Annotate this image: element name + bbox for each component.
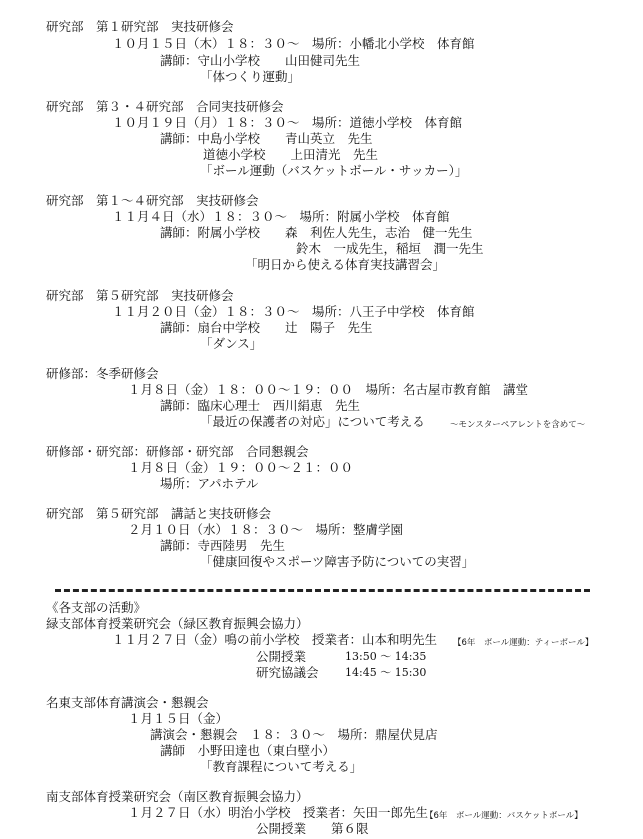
midori-lesson-note: 【6年 ボール運動：ティーボール】 — [453, 638, 594, 648]
midori-public-time: 13:50 ～ 14:35 — [345, 650, 427, 663]
text-line: ２月１０日（水）１８：３０～ 場所：整膚学園 — [128, 522, 404, 537]
minami-lesson-note: 【6年 ボール運動：バスケットボール】 — [425, 811, 583, 821]
monster-parent-note: ～モンスターペアレントを含めて～ — [450, 420, 586, 430]
text-line: 研究部 第１～４研究部 実技研修会 — [46, 193, 259, 208]
text-line: １月２７日（水）明治小学校 授業者：矢田一郎先生 — [128, 805, 429, 820]
text-line: 研究部 第５研究部 実技研修会 — [46, 288, 234, 303]
text-line: １１月２７日（金）鳴の前小学校 授業者：山本和明先生 — [112, 632, 438, 647]
text-line: 「健康回復やスポーツ障害予防についての実習」 — [200, 554, 475, 569]
text-line: 名東支部体育講演会・懇親会 — [46, 695, 209, 710]
text-line: １１月４日（水）１８：３０～ 場所：附属小学校 体育館 — [112, 209, 450, 224]
text-line: 南支部体育授業研究会（南区教育振興会協力） — [46, 789, 309, 804]
text-line: 研究部 第５研究部 講話と実技研修会 — [46, 506, 272, 521]
text-line: 研究部 第３・４研究部 合同実技研修会 — [46, 99, 284, 114]
text-line: 講師：中島小学校 青山英立 先生 — [160, 131, 373, 146]
text-line: 研究部 第１研究部 実技研修会 — [46, 19, 234, 34]
text-line: 場所：アパホテル — [160, 476, 259, 491]
text-line: 講師：附属小学校 森 利佐人先生，志治 健一先生 — [160, 225, 473, 240]
text-line: 公開授業 第６限 — [256, 821, 369, 836]
dashed-separator — [55, 589, 590, 592]
midori-meeting-time: 14:45 ～ 15:30 — [345, 666, 427, 679]
text-line: 講師 小野田達也（東白壁小） — [160, 743, 336, 758]
text-line: 「ダンス」 — [200, 336, 263, 351]
text-line: 講師：扇台中学校 辻 陽子 先生 — [160, 320, 373, 335]
text-line: 研修部：冬季研修会 — [46, 366, 159, 381]
text-line: 鈴木 一成先生，稲垣 潤一先生 — [296, 241, 484, 256]
text-line: 研究協議会 — [256, 665, 319, 680]
text-line: 《各支部の活動》 — [46, 600, 147, 615]
text-line: １０月１９日（月）１８：３０～ 場所：道徳小学校 体育館 — [112, 115, 463, 130]
text-line: 緑支部体育授業研究会（緑区教育振興会協力） — [46, 616, 309, 631]
text-line: 講師：臨床心理士 西川絹恵 先生 — [160, 398, 361, 413]
text-line: 「体つくり運動」 — [200, 69, 301, 84]
text-line: １１月２０日（金）１８：３０～ 場所：八王子中学校 体育館 — [112, 304, 475, 319]
text-line: 「ボール運動（バスケットボール・サッカー）」 — [200, 163, 468, 178]
text-line: 「教育課程について考える」 — [200, 759, 363, 774]
text-line: 講師：寺西陸男 先生 — [160, 538, 286, 553]
text-line: １０月１５日（木）１８：３０～ 場所：小幡北小学校 体育館 — [112, 36, 475, 51]
text-line: 「最近の保護者の対応」について考える — [200, 414, 425, 429]
text-line: １月１５日（金） — [128, 711, 229, 726]
text-line: 研修部・研究部：研修部・研究部 合同懇親会 — [46, 444, 309, 459]
text-line: １月８日（金）１８：００～１９：００ 場所：名古屋市教育館 講堂 — [128, 382, 529, 397]
text-line: 公開授業 — [256, 649, 307, 664]
text-line: １月８日（金）１９：００～２１：００ — [128, 460, 354, 475]
text-line: 道徳小学校 上田清光 先生 — [203, 147, 379, 162]
text-line: 「明日から使える体育実技講習会」 — [245, 257, 446, 272]
text-line: 講演会・懇親会 １８：３０～ 場所：鼎屋伏見店 — [150, 727, 438, 742]
text-line: 講師：守山小学校 山田健司先生 — [160, 53, 361, 68]
